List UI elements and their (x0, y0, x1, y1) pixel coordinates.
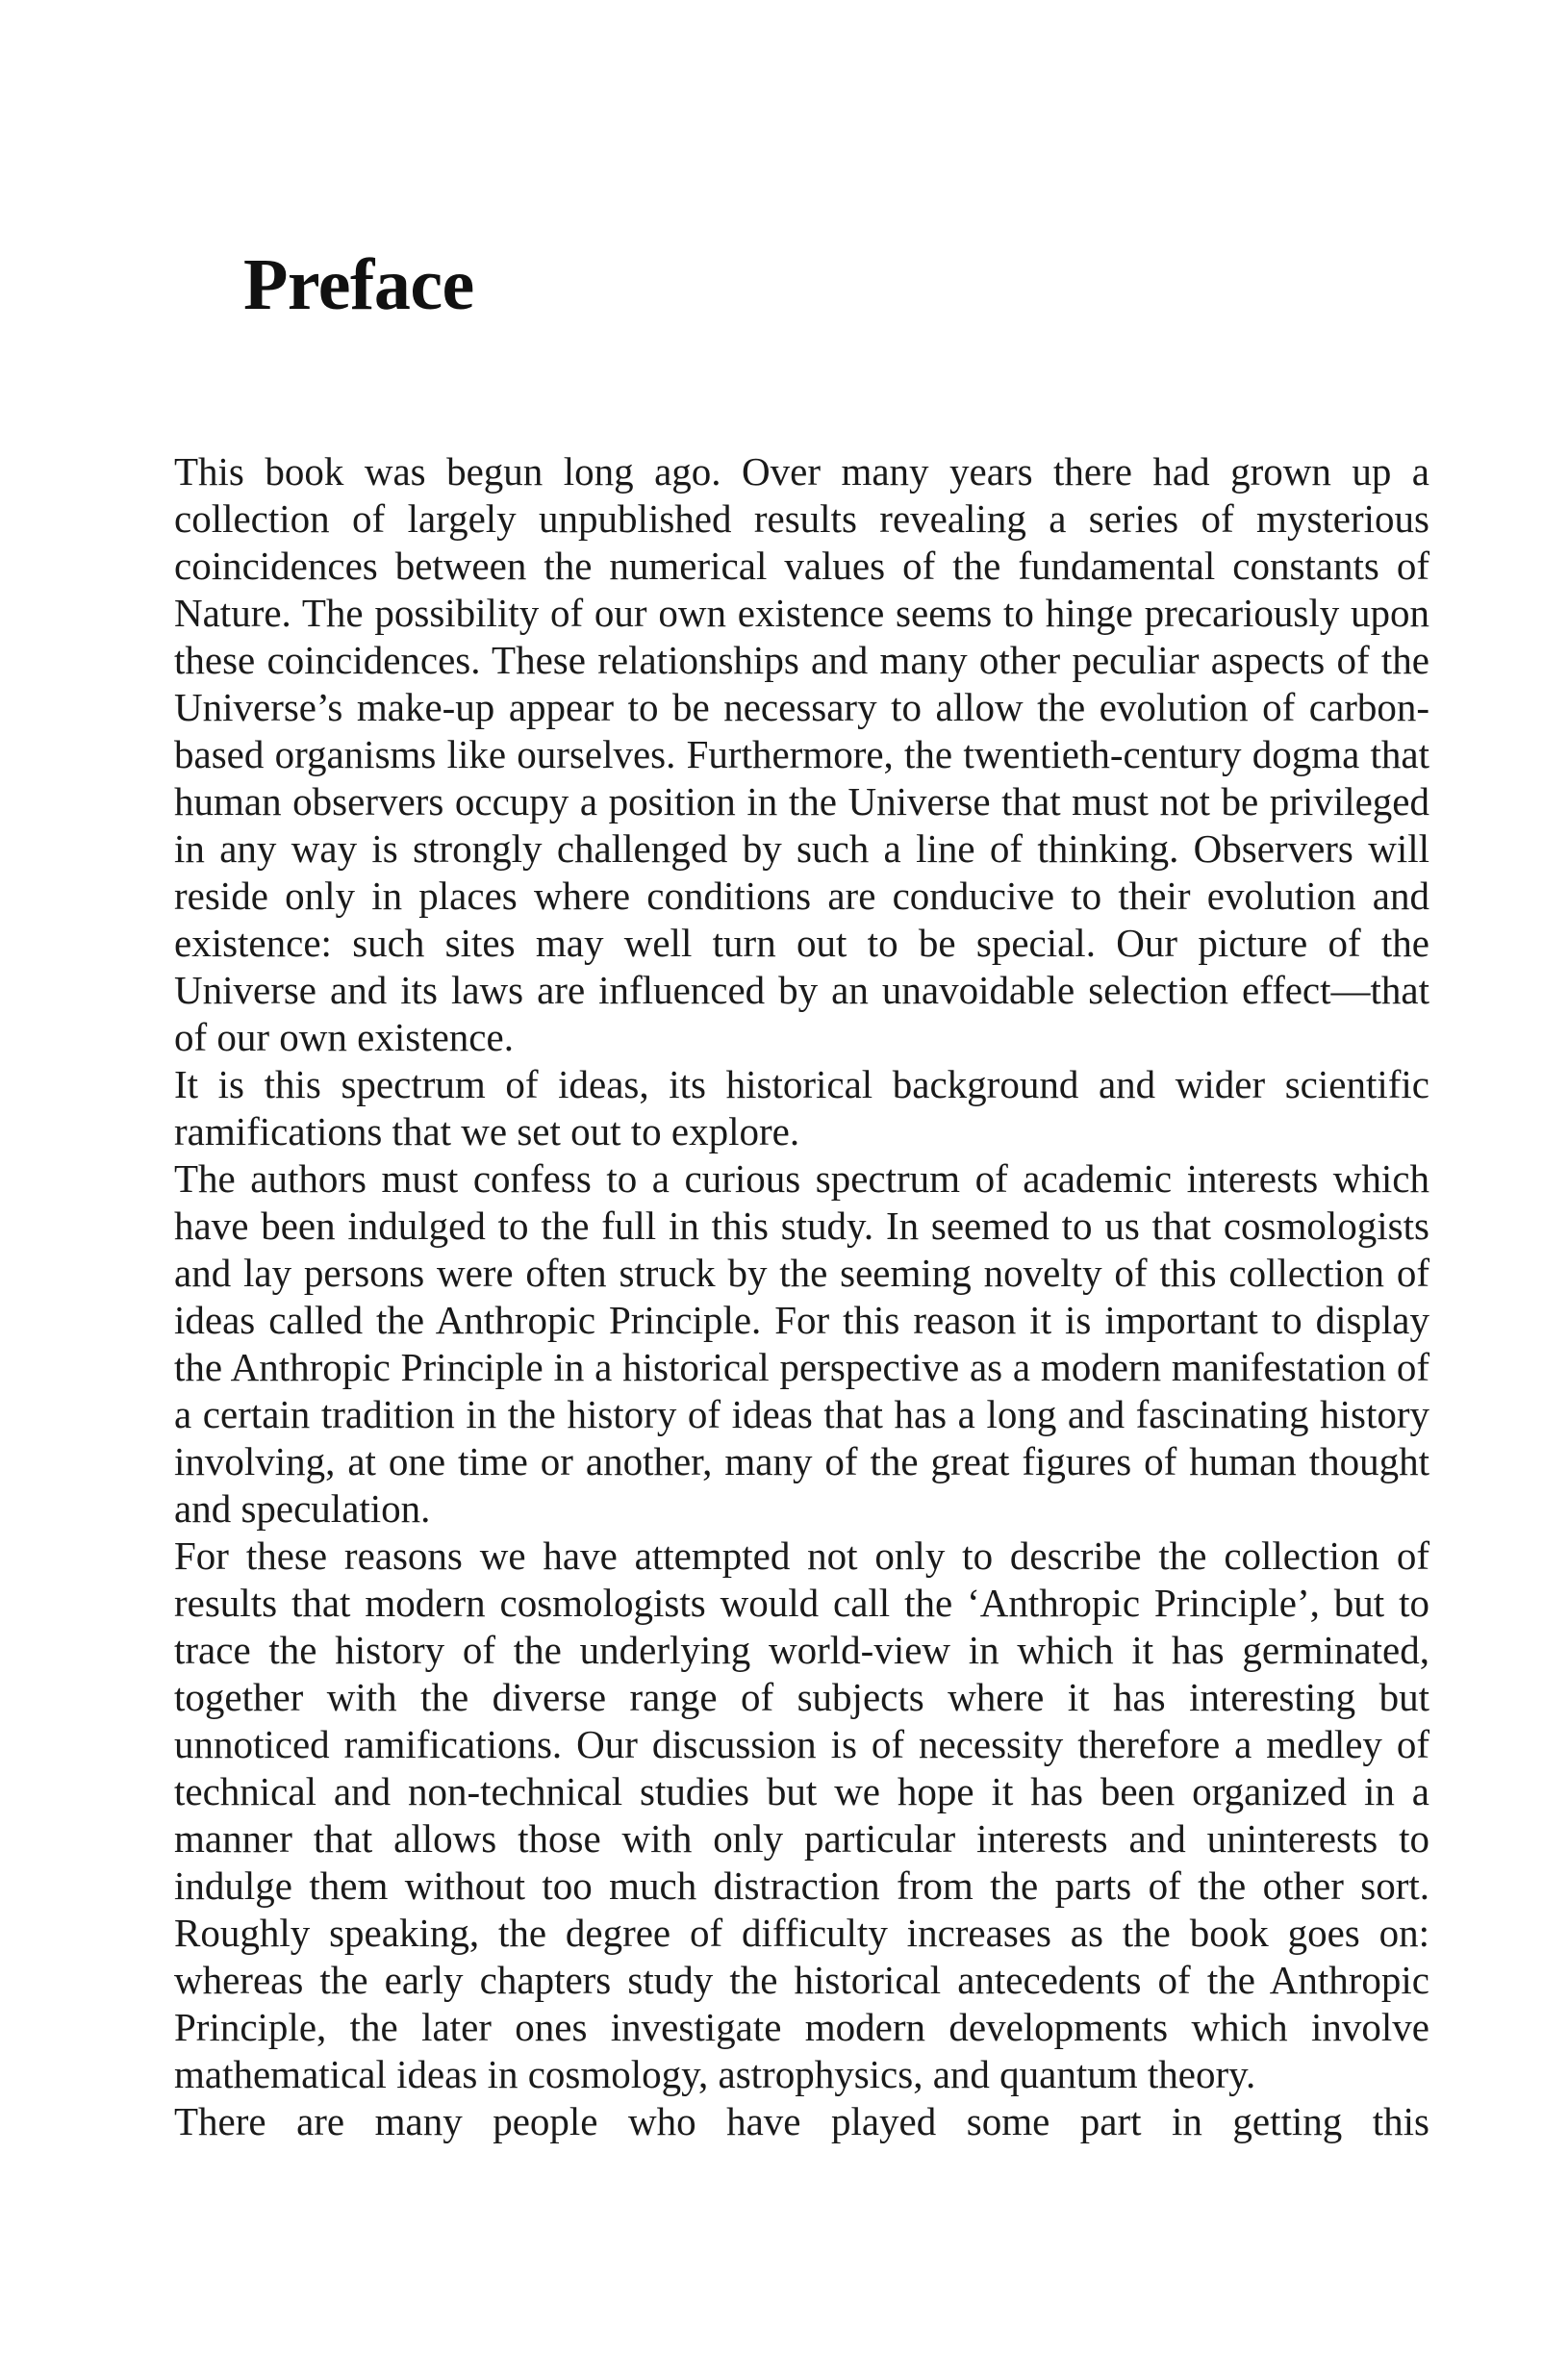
paragraph-5: There are many people who have played some part in getting this (174, 2099, 1429, 2143)
preface-body (174, 448, 1429, 2145)
paragraph-1: This book was begun long ago. Over many years there had grown up a collection of largely unpublished results revealing a series of mysterious coincidences between the numerical values of the fundamental constants of Nature. The possibility of our own existence seems to hinge precariously upon these coincidences. These relationships and many other peculiar aspects of the Universe’s make-up appear to be necessary to allow the evolution of carbon-based organisms like ourselves. Furthermore, the twentieth-century dogma that human observers occupy a position in the Universe that must not be privileged in any way is strongly challenged by such a line of thinking. Observers will reside only in places where conditions are conducive to their evolution and existence: such sites may well turn out to be special. Our picture of the Universe and its laws are influenced by an unavoidable selection effect—that of our own existence. (174, 449, 1429, 1059)
paragraph-3: The authors must confess to a curious spectrum of academic interests which have been indulged to the full in this study. In seemed to us that cosmologists and lay persons were often struck by the seeming novelty of this collection of ideas called the Anthropic Principle. For this reason it is important to display the Anthropic Principle in a historical perspective as a modern manifestation of a certain tradition in the history of ideas that has a long and fascinating history involving, at one time or another, many of the great figures of human thought and speculation. (174, 1156, 1429, 1531)
page-title: Preface (243, 244, 474, 325)
paragraph-2: It is this spectrum of ideas, its historical background and wider scientific ramifications that we set out to explore. (174, 1062, 1429, 1153)
paragraph-4: For these reasons we have attempted not only to describe the collection of results that modern cosmologists would call the ‘Anthropic Principle’, but to trace the history of the underlying world-view in which it has germinated, together with the diverse range of subjects where it has interesting but unnoticed ramifications. Our discussion is of necessity therefore a medley of technical and non-technical studies but we hope it has been organized in a manner that allows those with only particular interests and uninterests to indulge them without too much distraction from the parts of the other sort. Roughly speaking, the degree of difficulty increases as the book goes on: whereas the early chapters study the historical antecedents of the Anthropic Principle, the later ones investigate modern developments which involve mathematical ideas in cosmology, astrophysics, and quantum theory. (174, 1533, 1429, 2096)
